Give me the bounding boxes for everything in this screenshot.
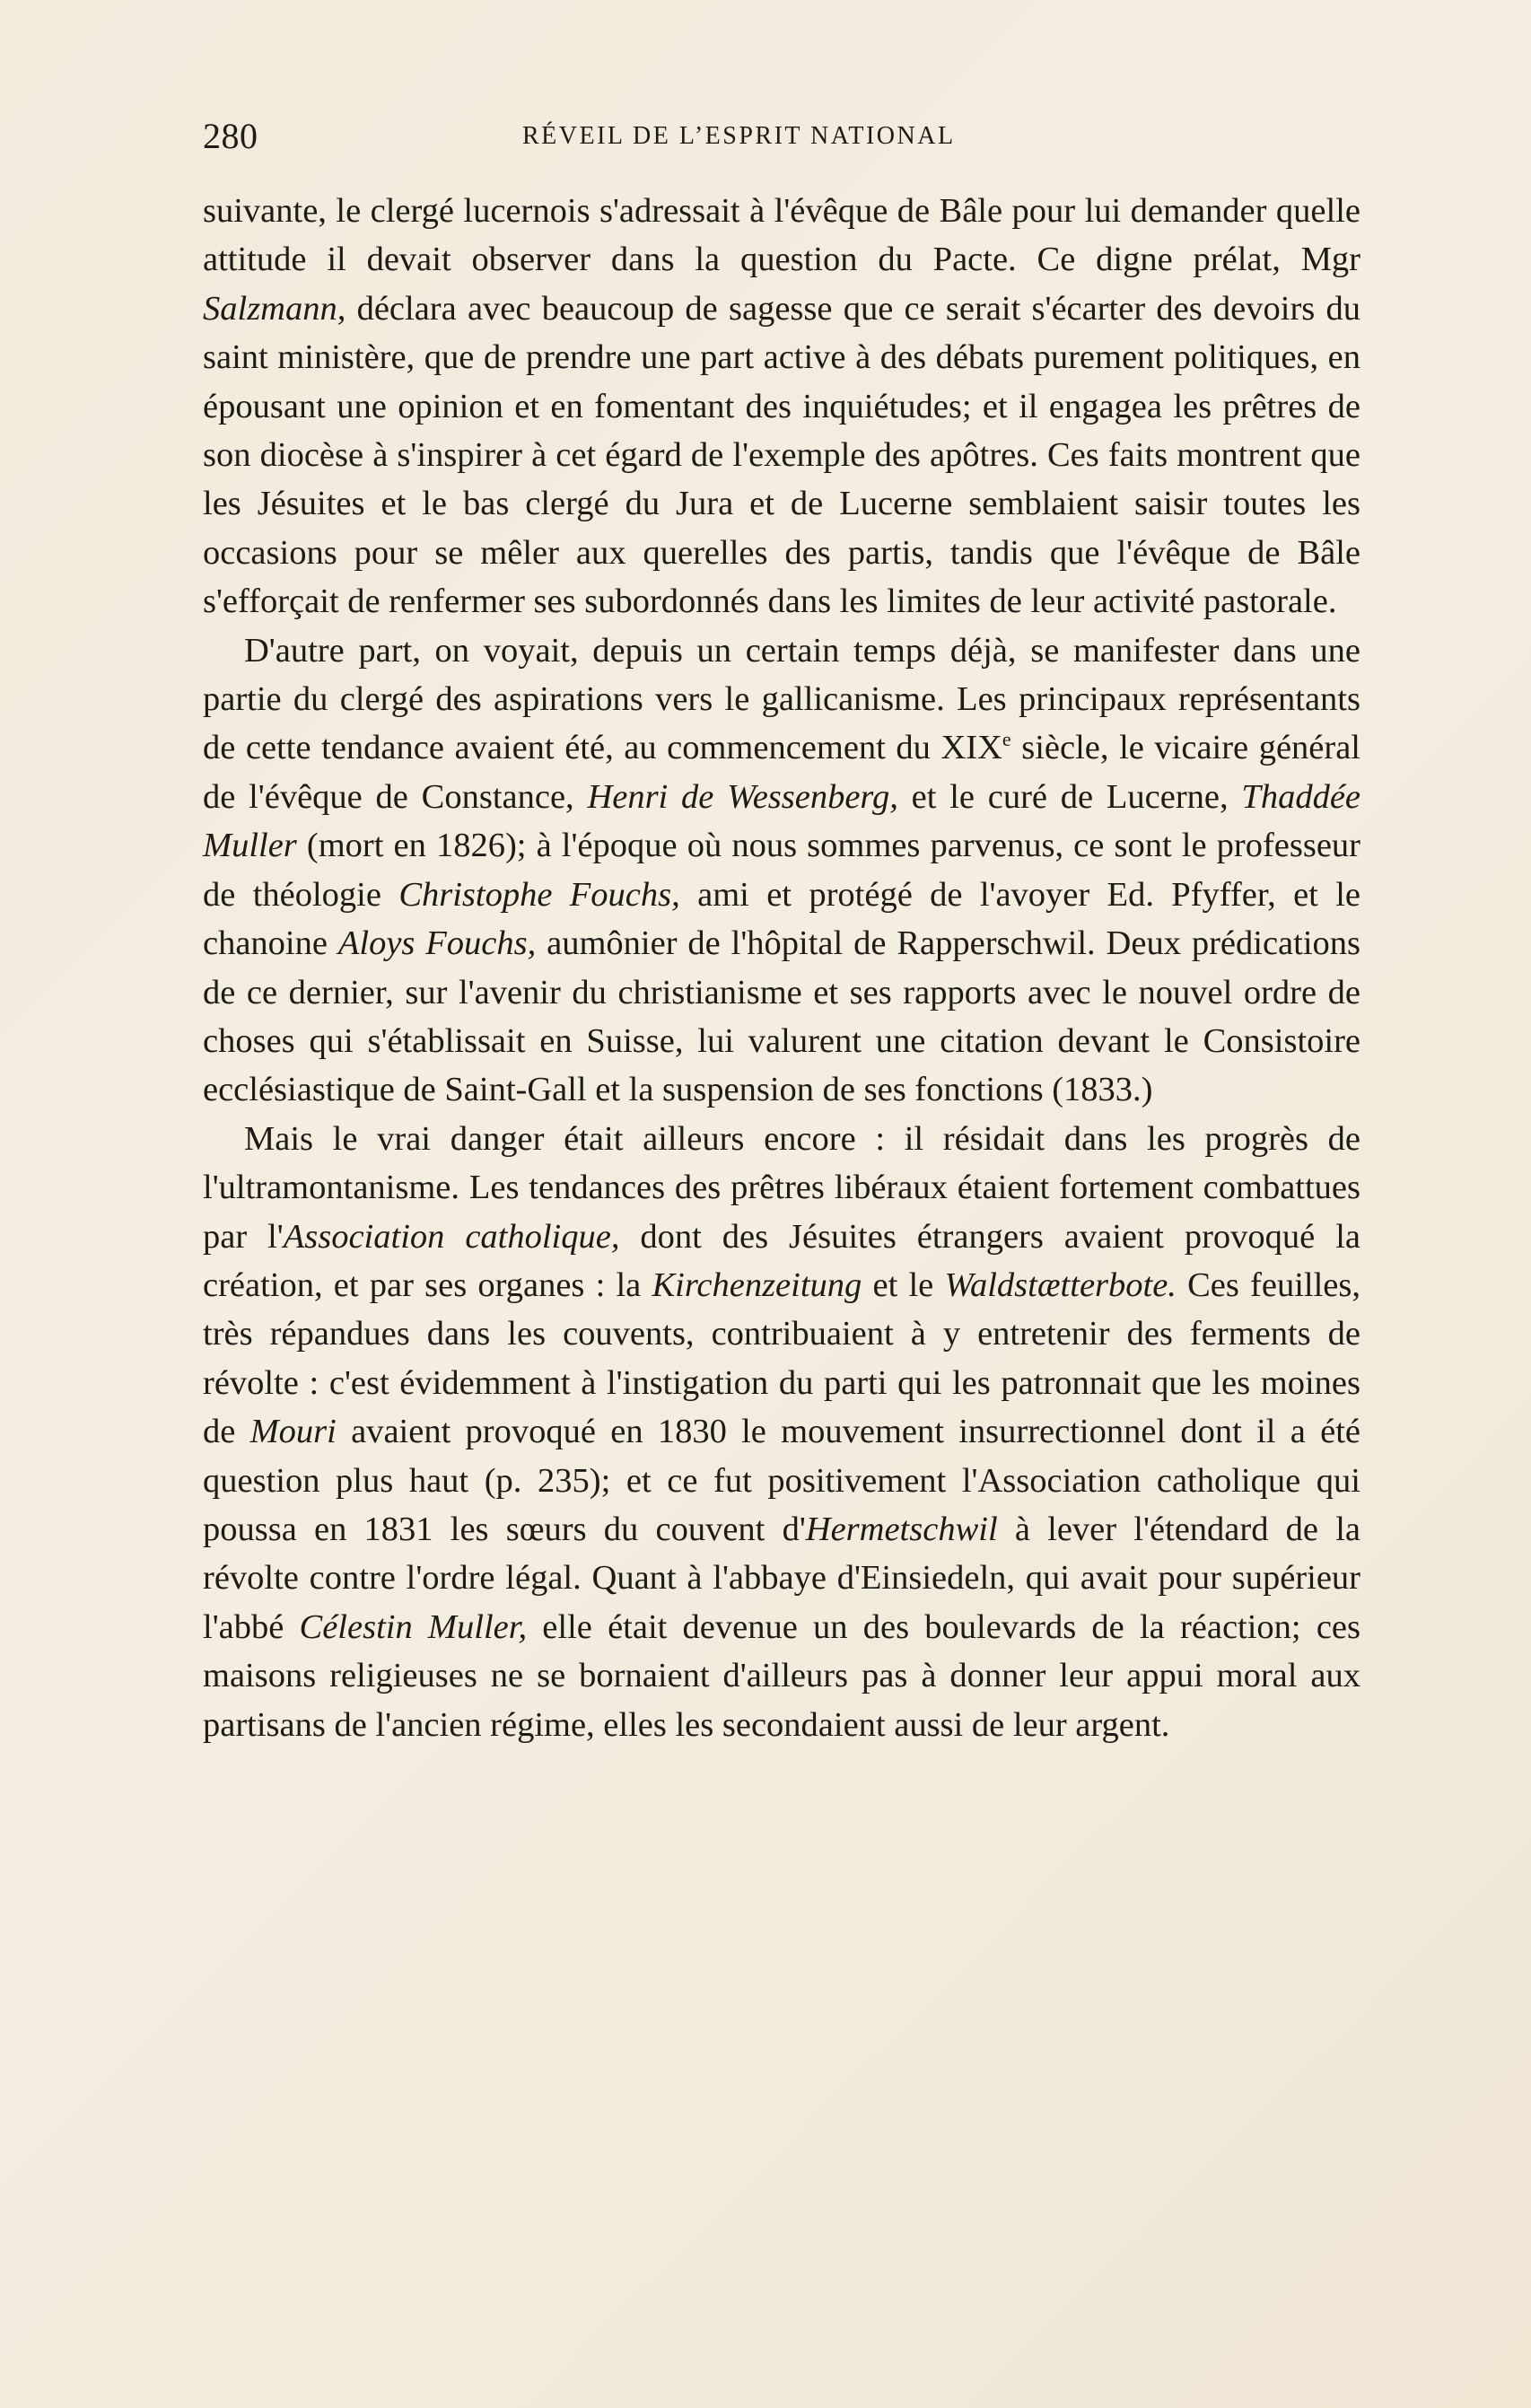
running-title: RÉVEIL DE L’ESPRIT NATIONAL [522,122,956,150]
text-run: elle était devenue un des boulevards de la réaction; ces maisons religieuses ne se bornaient d'ailleurs pas à donner leur appui moral aux partisans de l'ancien régime, elles les secondaient aussi de leur argent. [203,1607,1361,1744]
italic-name: Henri de Wessenberg, [587,777,898,816]
text-run: D'autre part, on voyait, depuis un certain temps déjà, se manifester dans une partie du clergé des aspirations vers le gallicanisme. Les principaux représentants de cette tendance avaient été, au commencement du XIX [203,631,1360,767]
superscript: e [1002,728,1011,751]
paragraph [203,1115,1360,1749]
page-header [203,109,1360,163]
body-text [203,187,1360,1749]
text-run: (mort en 1826); à l'époque où nous sommes parvenus, ce sont le professeur de théologie [203,827,1360,914]
italic-name: Waldstætterbote. [944,1265,1177,1304]
text-run: et le [862,1265,945,1304]
text-run: siècle, le vicaire général de l'évêque de Constance, [203,729,1360,816]
text-run: et le curé de Lucerne, [897,777,1242,816]
italic-name: Mouri [249,1413,337,1451]
text-run: à lever l'étendard de la révolte contre l'ordre légal. Quant à l'abbaye d'Einsiedeln, qui avait pour supérieur l'abbé [203,1510,1361,1646]
paragraph [203,626,1360,1115]
text-run: avaient provoqué en 1830 le mouvement insurrectionnel dont il a été question plus haut (p. 235); et ce fut positivement l'Association catholique qui poussa en 1831 les sœurs du couvent d' [203,1413,1360,1548]
text-run: suivante, le clergé lucernois s'adressait à l'évêque de Bâle pour lui demander quelle attitude il devait observer dans la question du Pacte. Ce digne prélat, Mgr [203,192,1360,279]
text-run: aumônier de l'hôpital de Rapperschwil. Deux prédications de ce dernier, sur l'avenir du christianisme et ses rapports avec le nouvel ordre de choses qui s'établissait en Suisse, lui valurent une citation devant le Consistoire ecclésiastique de Saint-Gall et la suspension de ses fonctions (1833.) [203,924,1360,1109]
text-run: déclara avec beaucoup de sagesse que ce serait s'écarter des devoirs du saint ministère, que de prendre une part active à des débats purement politiques, en épousant une opinion et en fomentant des inquiétudes; et il engagea les prêtres de son diocèse à s'inspirer à cet égard de l'exemple des apôtres. Ces faits montrent que les Jésuites et le bas clergé du Jura et de Lucerne semblaient saisir toutes les occasions pour se mêler aux querelles des partis, tandis que l'évêque de Bâle s'efforçait de renfermer ses subordonnés dans les limites de leur activité pastorale. [203,289,1360,621]
italic-name: Hermetschwil [805,1510,998,1548]
text-run: Ces feuilles, très répandues dans les couvents, contribuaient à y entretenir des ferments de révolte : c'est évidemment à l'instigation du parti qui les patronnait que les moines de [203,1265,1360,1451]
italic-name: Thaddée Muller [203,777,1360,865]
text-run: Mais le vrai danger était ailleurs encore : il résidait dans les progrès de l'ultramontanisme. Les tendances des prêtres libéraux étaient fortement combattues par l' [203,1119,1360,1256]
italic-name: Association catholique, [283,1217,620,1256]
paragraph [203,187,1360,626]
italic-name: Aloys Fouchs, [337,924,537,963]
italic-name: Christophe Fouchs, [398,875,680,914]
italic-name: Salzmann, [203,289,346,328]
text-run: dont des Jésuites étrangers avaient provoqué la création, et par ses organes : la [203,1217,1360,1304]
italic-name: Célestin Muller, [299,1607,528,1646]
text-run: ami et protégé de l'avoyer Ed. Pfyffer, et le chanoine [203,875,1361,963]
page-number: 280 [203,116,258,156]
italic-name: Kirchenzeitung [652,1265,862,1304]
